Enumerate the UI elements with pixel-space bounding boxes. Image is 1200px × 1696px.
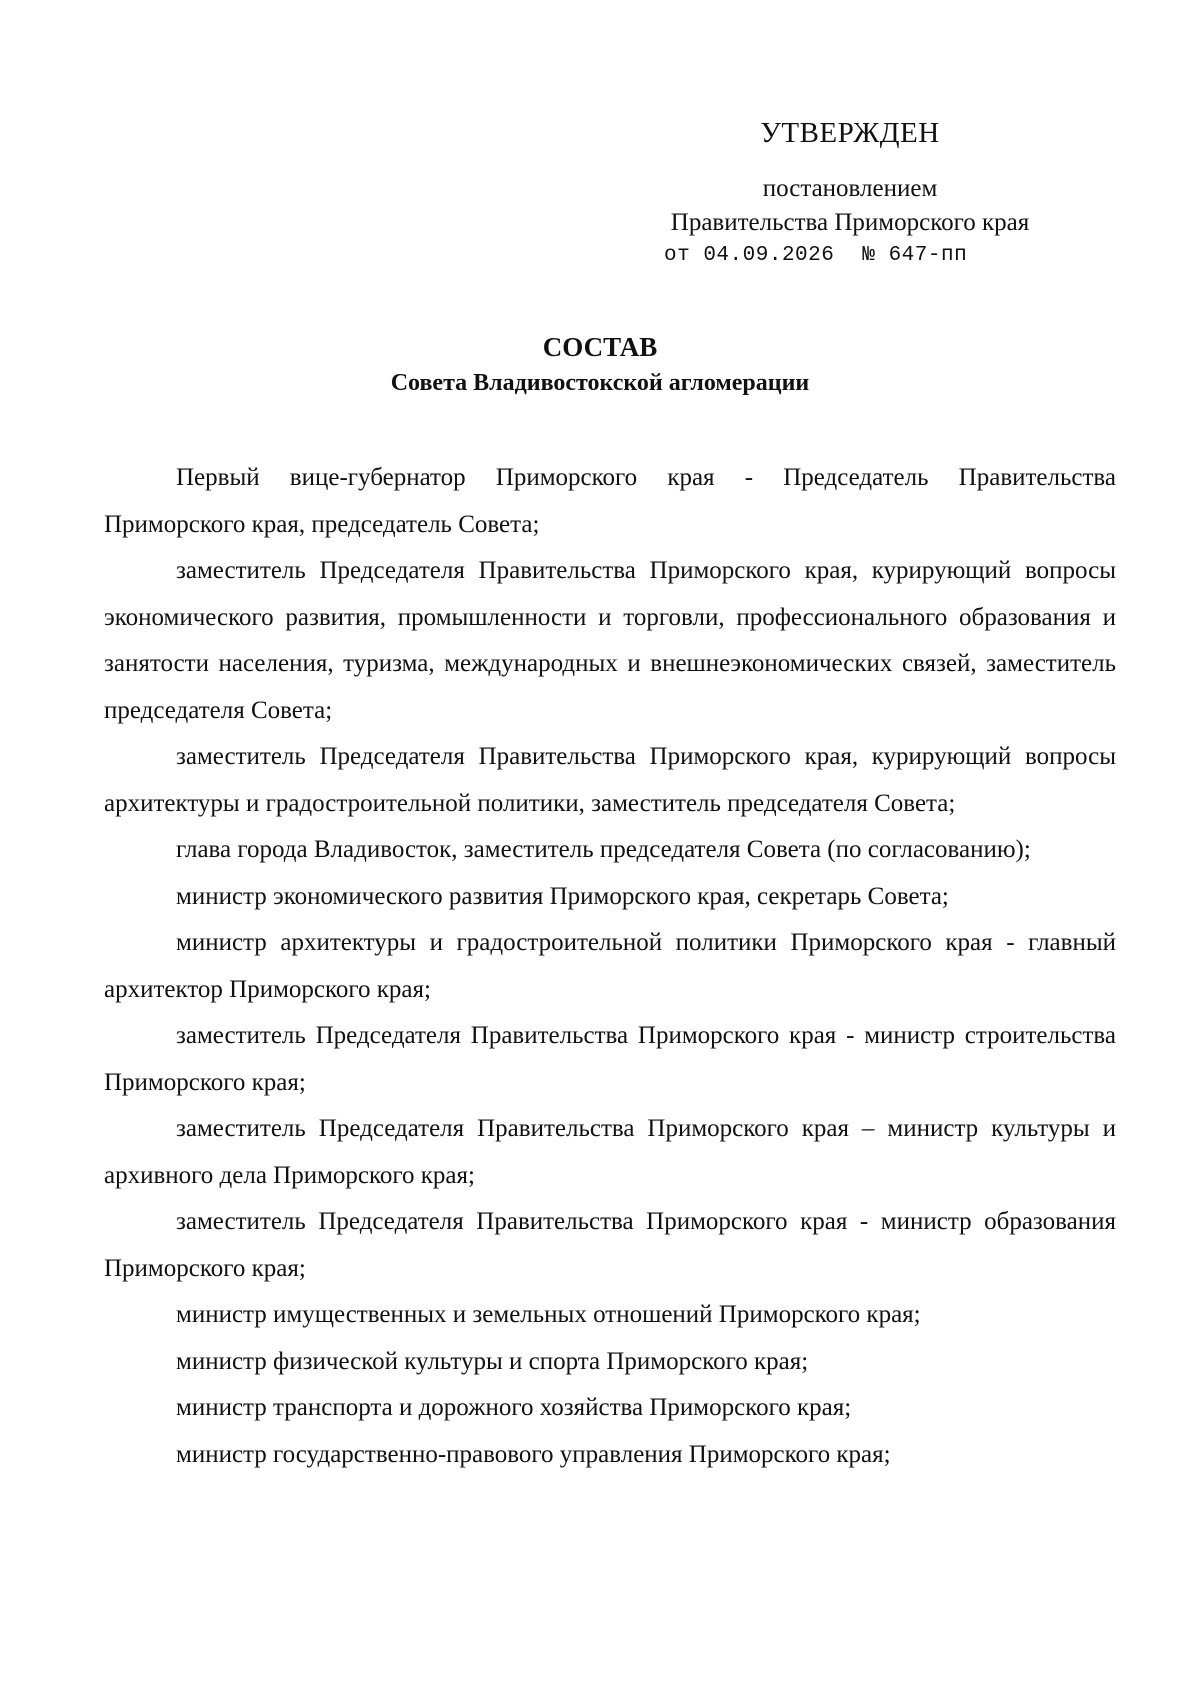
document-subtitle: Совета Владивостокской агломерации (390, 370, 810, 396)
list-item: глава города Владивосток, заместитель председателя Совета (по согласованию); (176, 836, 1031, 863)
document-heading (0, 330, 1200, 400)
list-item: Первый вице-губернатор Приморского края - Председатель Правительства Приморского края, председатель Совета; (104, 464, 1116, 538)
approval-number: 647-пп (888, 244, 968, 267)
list-item: заместитель Председателя Правительства Приморского края - министр образования Приморского края; (104, 1208, 1116, 1282)
approval-title: УТВЕРЖДЕН (760, 117, 940, 149)
number-prefix: № (862, 244, 876, 267)
list-item: заместитель Председателя Правительства Приморского края, курирующий вопросы экономического развития, промышленности и торговли, профессионального образования и занятости населения, туризма, международных и внешнеэкономических связей, заместитель председателя Совета; (104, 557, 1116, 724)
list-item: заместитель Председателя Правительства Приморского края - министр строительства Приморского края; (104, 1022, 1116, 1096)
members-list (104, 455, 1116, 1478)
approval-line-1: постановлением (762, 175, 938, 202)
approval-date-line (640, 242, 1060, 270)
list-item: министр имущественных и земельных отношений Приморского края; (176, 1301, 921, 1328)
approval-block (640, 116, 1060, 270)
list-item: министр государственно-правового управления Приморского края; (176, 1440, 891, 1468)
document-title: СОСТАВ (542, 332, 658, 362)
list-item: министр физической культуры и спорта Приморского края; (176, 1347, 809, 1375)
approval-date: 04.09.2026 (703, 244, 835, 267)
list-item: заместитель Председателя Правительства Приморского края – министр культуры и архивного дела Приморского края; (104, 1115, 1116, 1189)
list-item: министр транспорта и дорожного хозяйства Приморского края; (176, 1394, 852, 1421)
list-item: министр экономического развития Приморского края, секретарь Совета; (176, 882, 949, 910)
list-item: министр архитектуры и градостроительной политики Приморского края - главный архитектор Приморского края; (104, 929, 1116, 1003)
list-item: заместитель Председателя Правительства Приморского края, курирующий вопросы архитектуры и градостроительной политики, заместитель председателя Совета; (104, 743, 1116, 817)
date-prefix: от (664, 244, 691, 267)
approval-line-2: Правительства Приморского края (670, 209, 1030, 236)
